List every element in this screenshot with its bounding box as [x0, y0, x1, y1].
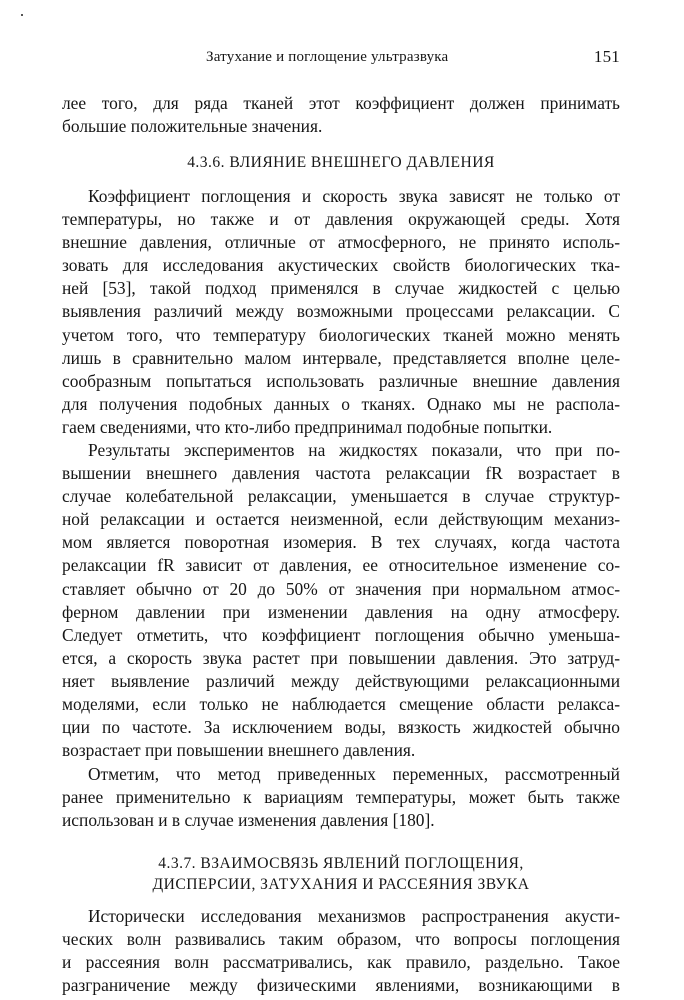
text-line: использован и в случае изменения давления [180].: [62, 810, 435, 831]
text-line: сообразным попытаться использовать различные внешние давления: [62, 370, 620, 391]
running-header: [96, 49, 620, 71]
text-line: мом является поворотная изомерия. В тех случаях, когда частота: [62, 532, 620, 553]
page-number: 151: [593, 47, 620, 66]
text-line: Исторически исследования механизмов распространения акусти-: [88, 906, 620, 926]
text-line: случае колебательной релаксации, уменьшается в случае структур-: [62, 486, 620, 507]
text-line: няет выявление различий между действующими релаксационными: [62, 670, 620, 691]
text-line: Следует отметить, что коэффициент поглощения обычно уменьша-: [62, 624, 620, 645]
text-line: большие положительные значения.: [62, 116, 323, 137]
text-line: моделями, если только не наблюдается смещение области релакса-: [62, 694, 620, 715]
text-line: вышении внешнего давления частота релаксации fR возрастает в: [62, 463, 620, 484]
text-line: разграничение между физическими явлениями, возникающими в: [62, 975, 620, 996]
heading-line: 4.3.6. ВЛИЯНИЕ ВНЕШНЕГО ДАВЛЕНИЯ: [187, 154, 495, 171]
text-line: ней [53], такой подход применялся в случае жидкостей с целью: [62, 278, 620, 299]
text-line: возрастает при повышении внешнего давления.: [62, 740, 416, 761]
text-line: температуры, но также и от давления окружающей среды. Хотя: [62, 209, 620, 230]
intro-paragraph: [62, 92, 620, 138]
paragraph-4-3-6-2: [62, 439, 620, 762]
heading-line: 4.3.7. ВЗАИМОСВЯЗЬ ЯВЛЕНИЙ ПОГЛОЩЕНИЯ,: [158, 855, 524, 872]
paragraph-4-3-7-1: [62, 905, 620, 997]
text-line: ции по частоте. За исключением воды, вязкость жидкостей обычно: [62, 717, 620, 738]
text-line: лее того, для ряда тканей этот коэффициент должен принимать: [62, 93, 620, 113]
text-line: релаксации fR зависит от давления, ее относительное изменение со-: [62, 555, 620, 576]
text-line: внешние давления, отличные от атмосферного, не принято исполь-: [62, 232, 620, 253]
text-line: для получения подобных данных о тканях. Однако мы не распола-: [62, 393, 620, 414]
section-heading-4-3-7: [62, 854, 620, 895]
running-title: Затухание и поглощение ультразвука: [206, 49, 449, 65]
text-line: ранее применительно к вариациям температуры, может быть также: [62, 787, 620, 808]
text-line: и рассеяния волн рассматривались, как правило, раздельно. Такое: [62, 952, 620, 973]
text-line: Отметим, что метод приведенных переменных, рассмотренный: [88, 764, 620, 784]
text-line: ферном давлении при изменении давления на одну атмосферу.: [62, 601, 620, 622]
text-line: зовать для исследования акустических свойств биологических тка-: [62, 255, 620, 276]
section-heading-4-3-6: [62, 153, 620, 174]
text-line: учетом того, что температуру биологических тканей можно менять: [62, 324, 620, 345]
text-line: гаем сведениями, что кто-либо предпринимал подобные попытки.: [62, 416, 553, 437]
text-line: ется, а скорость звука растет при повышении давления. Это затруд-: [62, 647, 620, 668]
paragraph-4-3-6-3: [62, 763, 620, 832]
text-line: ной релаксации и остается неизменной, если действующим механиз-: [62, 509, 620, 530]
text-line: Коэффициент поглощения и скорость звука зависят не только от: [88, 186, 620, 206]
paragraph-4-3-6-1: [62, 185, 620, 439]
text-line: лишь в сравнительно малом интервале, представляется вполне целе-: [62, 347, 620, 368]
text-line: выявления различий между возможными процессами релаксации. С: [62, 301, 620, 322]
heading-line: ДИСПЕРСИИ, ЗАТУХАНИЯ И РАССЕЯНИЯ ЗВУКА: [152, 875, 530, 893]
scan-speck: [21, 14, 23, 16]
text-line: ставляет обычно от 20 до 50% от значения при нормальном атмос-: [62, 578, 620, 599]
text-line: ческих волн развивались таким образом, что вопросы поглощения: [62, 929, 620, 950]
text-line: Результаты экспериментов на жидкостях показали, что при по-: [88, 440, 620, 460]
